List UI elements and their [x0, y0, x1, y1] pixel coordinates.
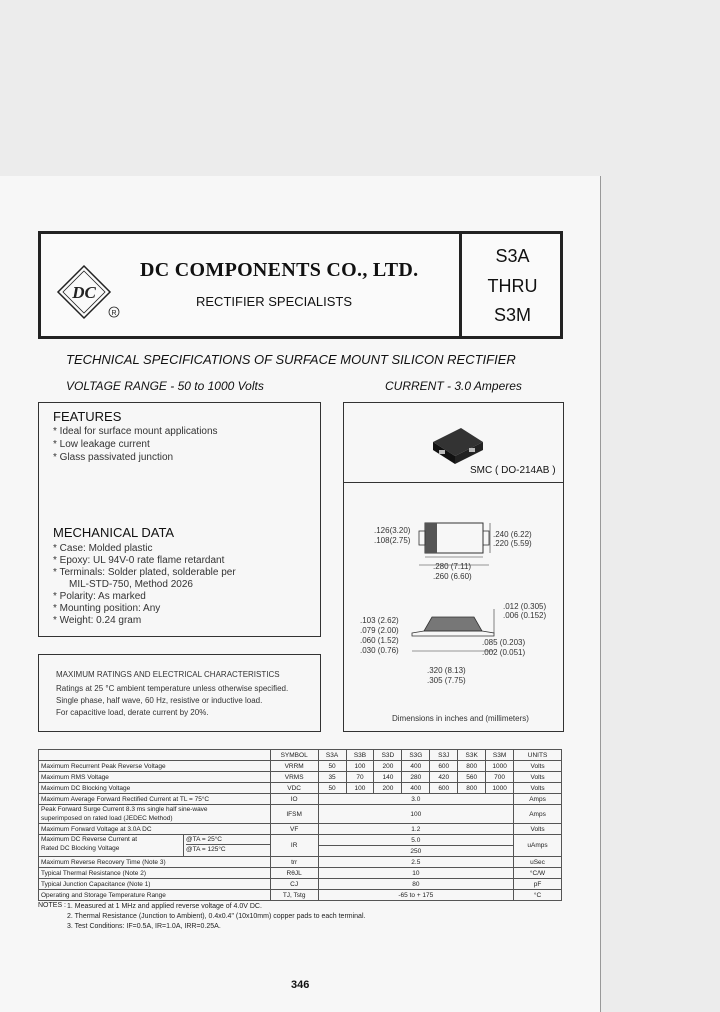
list-item: * Glass passivated junction [53, 452, 174, 463]
notes-list [67, 902, 365, 932]
table-row: 250 [39, 846, 562, 857]
svg-text:R: R [111, 310, 117, 317]
dimensions-caption: Dimensions in inches and (millimeters) [392, 714, 529, 723]
dim-label: .260 (6.60) [433, 572, 472, 581]
ratings-heading: MAXIMUM RATINGS AND ELECTRICAL CHARACTERISTICS [56, 670, 280, 679]
dim-label: .220 (5.59) [493, 539, 532, 548]
list-item: * Weight: 0.24 gram [53, 615, 142, 626]
ratings-line: Ratings at 25 °C ambient temperature unless otherwise specified. [56, 684, 289, 693]
features-heading: FEATURES [53, 409, 122, 424]
table-header-row: SYMBOL S3A S3B S3D S3G S3J S3K S3M UNITS [39, 750, 562, 761]
list-item: * Low leakage current [53, 439, 150, 450]
dim-label: .126(3.20) [374, 526, 411, 535]
features-list [53, 426, 218, 464]
ratings-line: Single phase, half wave, 60 Hz, resistive or inductive load. [56, 696, 263, 705]
table-row: Peak Forward Surge Current 8.3 ms single half sine-wave superimposed on rated load (JEDEC Method) IFSM 100 Amps [39, 805, 562, 824]
part-number-end: S3M [493, 305, 531, 325]
list-item: * Epoxy: UL 94V-0 rate flame retardant [53, 555, 225, 566]
package-label: SMC ( DO-214AB ) [470, 465, 556, 476]
package-image [425, 420, 489, 468]
table-row: Maximum Forward Voltage at 3.0A DC VF 1.2 Volts [39, 824, 562, 835]
table-row: Maximum Reverse Recovery Time (Note 3) trr 2.5 uSec [39, 857, 562, 868]
dim-label: .002 (0.051) [482, 648, 526, 657]
dim-label: .079 (2.00) [360, 626, 399, 635]
dim-label: .305 (7.75) [427, 676, 466, 685]
notes-label: NOTES : [38, 902, 67, 909]
company-name: DC COMPONENTS CO., LTD. [140, 259, 419, 281]
note-item: 2. Thermal Resistance (Junction to Ambient), 0.4x0.4" (10x10mm) copper pads to each terminal. [67, 913, 366, 920]
table-row: Maximum RMS Voltage VRMS 35 70 140 280 420 560 700 Volts [39, 772, 562, 783]
dim-label: .240 (6.22) [493, 530, 532, 539]
document-title: TECHNICAL SPECIFICATIONS OF SURFACE MOUNT SILICON RECTIFIER [66, 352, 516, 367]
ratings-table [38, 749, 562, 901]
dim-label: .280 (7.11) [433, 562, 472, 571]
part-number-thru: THRU [487, 276, 538, 296]
ratings-notes [56, 683, 288, 719]
mechanical-heading: MECHANICAL DATA [53, 525, 175, 540]
dim-label: .006 (0.152) [503, 611, 547, 620]
table-row: Maximum DC Blocking Voltage VDC 50 100 200 400 600 800 1000 Volts [39, 783, 562, 794]
dim-label: .103 (2.62) [360, 616, 399, 625]
note-item: 1. Measured at 1 MHz and applied reverse voltage of 4.0V DC. [67, 903, 262, 910]
current-rating: CURRENT - 3.0 Amperes [385, 379, 522, 393]
dim-label: .030 (0.76) [360, 646, 399, 655]
table-row: Operating and Storage Temperature Range TJ, Tstg -65 to + 175 °C [39, 890, 562, 901]
list-item: * Mounting position: Any [53, 603, 161, 614]
dim-label: .085 (0.203) [482, 638, 526, 647]
dim-label: .012 (0.305) [503, 602, 547, 611]
voltage-range: VOLTAGE RANGE - 50 to 1000 Volts [66, 379, 264, 393]
mechanical-list [53, 543, 236, 627]
company-logo [54, 262, 126, 324]
part-number-start: S3A [495, 246, 530, 266]
list-item: MIL-STD-750, Method 2026 [69, 579, 193, 590]
dim-label: .108(2.75) [374, 536, 411, 545]
table-row: Maximum DC Reverse Current at Rated DC Blocking Voltage @TA = 25°C @TA = 125°C IR 5.0 uAmps [39, 835, 562, 846]
dim-label: .320 (8.13) [427, 666, 466, 675]
list-item: * Ideal for surface mount applications [53, 426, 218, 437]
list-item: * Case: Molded plastic [53, 543, 153, 554]
table-row: Typical Junction Capacitance (Note 1) CJ 80 pF [39, 879, 562, 890]
list-item: * Polarity: As marked [53, 591, 146, 602]
dim-label: .060 (1.52) [360, 636, 399, 645]
svg-text:DC: DC [72, 283, 96, 302]
note-item: 3. Test Conditions: IF=0.5A, IR=1.0A, IRR=0.25A. [67, 923, 221, 930]
company-tagline: RECTIFIER SPECIALISTS [196, 294, 353, 309]
page-number: 346 [291, 979, 310, 991]
table-row: Maximum Average Forward Rectified Current at TL = 75°C IO 3.0 Amps [39, 794, 562, 805]
table-row: Maximum Recurrent Peak Reverse Voltage VRRM 50 100 200 400 600 800 1000 Volts [39, 761, 562, 772]
ratings-line: For capacitive load, derate current by 20%. [56, 708, 209, 717]
table-row: Typical Thermal Resistance (Note 2) RθJL 10 °C/W [39, 868, 562, 879]
list-item: * Terminals: Solder plated, solderable per [53, 567, 236, 578]
